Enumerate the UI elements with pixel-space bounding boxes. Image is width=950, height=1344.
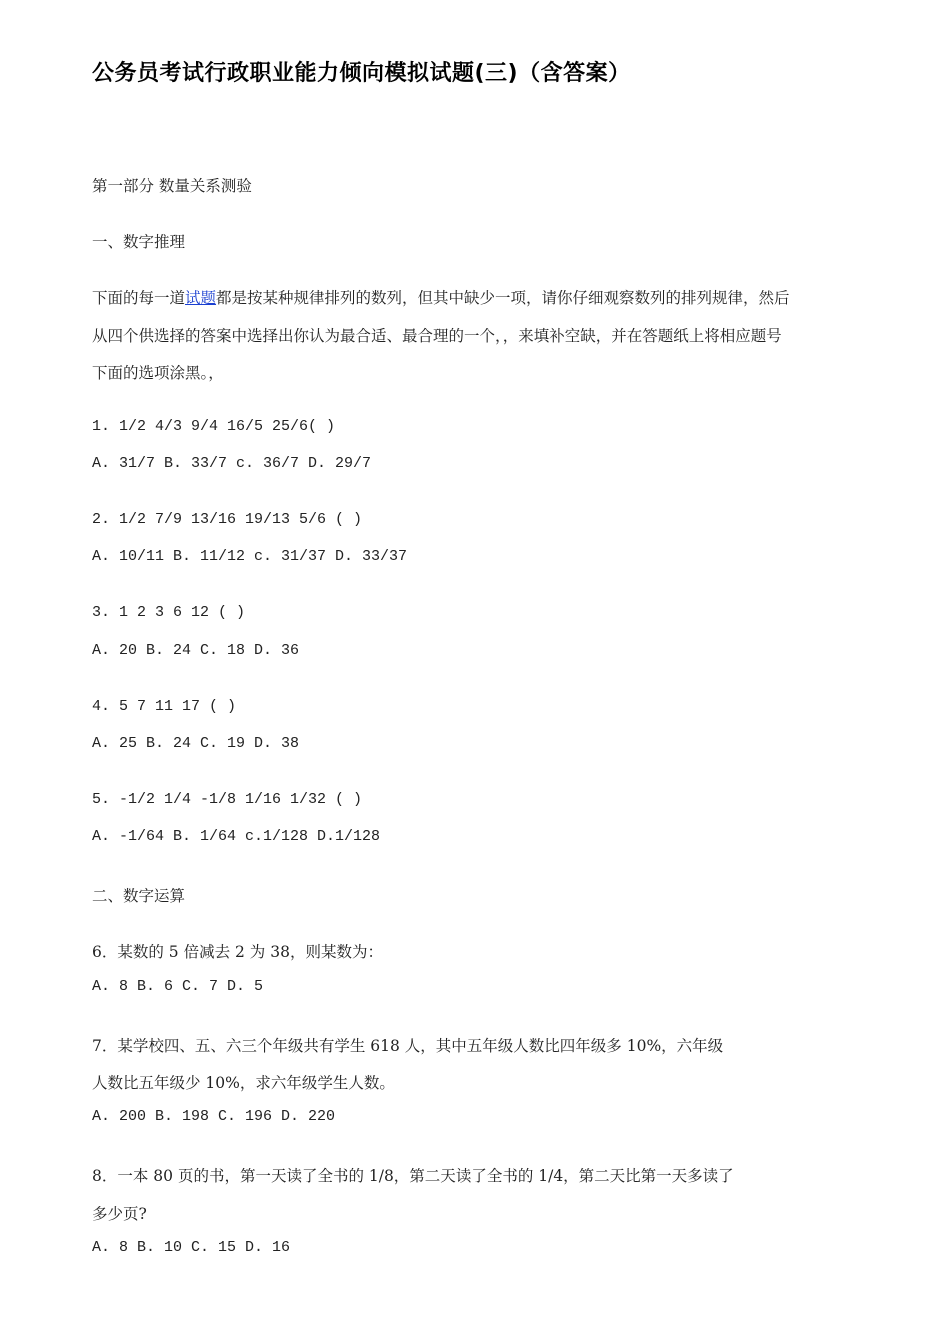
questions-link[interactable]: 试题 [185,289,217,307]
question-3: 3. 1 2 3 6 12 ( ) [92,604,246,621]
question-4: 4. 5 7 11 17 ( ) [92,698,237,715]
question-2: 2. 1/2 7/9 13/16 19/13 5/6 ( ) [92,511,363,528]
question-1-options: A. 31/7 B. 33/7 c. 36/7 D. 29/7 [92,455,372,472]
question-7-options: A. 200 B. 198 C. 196 D. 220 [92,1108,336,1125]
question-8-line-2: 多少页? [92,1205,147,1223]
question-1: 1. 1/2 4/3 9/4 16/5 25/6( ) [92,418,336,435]
document-title: 公务员考试行政职业能力倾向模拟试题(三)（含答案） [92,61,631,86]
question-4-options: A. 25 B. 24 C. 19 D. 38 [92,735,300,752]
intro-line-1 [92,286,790,308]
question-5-options: A. -1/64 B. 1/64 c.1/128 D.1/128 [92,828,381,845]
question-5: 5. -1/2 1/4 -1/8 1/16 1/32 ( ) [92,791,363,808]
question-8-line-1: 8．一本 80 页的书，第一天读了全书的 1/8，第二天读了全书的 1/4，第二天比第一天多读了 [92,1167,734,1185]
intro-text-after-link: 都是按某种规律排列的数列，但其中缺少一项，请你仔细观察数列的排列规律，然后 [216,289,790,307]
question-6: 6．某数的 5 倍减去 2 为 38，则某数为： [92,943,383,961]
question-2-options: A. 10/11 B. 11/12 c. 31/37 D. 33/37 [92,548,408,565]
intro-line-3: 下面的选项涂黑。， [92,364,224,382]
section-heading-number-reasoning: 一、数字推理 [92,233,186,251]
intro-line-2: 从四个供选择的答案中选择出你认为最合适、最合理的一个，，来填补空缺，并在答题纸上将相应题号 [92,327,782,345]
question-6-options: A. 8 B. 6 C. 7 D. 5 [92,978,264,995]
intro-text-before-link: 下面的每一道 [92,289,186,307]
question-7-line-1: 7．某学校四、五、六三个年级共有学生 618 人，其中五年级人数比四年级多 10%，六年级 [92,1037,724,1055]
section-heading-number-arithmetic: 二、数字运算 [92,887,186,905]
question-8-options: A. 8 B. 10 C. 15 D. 16 [92,1239,291,1256]
part-heading: 第一部分 数量关系测验 [92,177,252,195]
question-7-line-2: 人数比五年级少 10%，求六年级学生人数。 [92,1074,395,1092]
question-3-options: A. 20 B. 24 C. 18 D. 36 [92,642,300,659]
